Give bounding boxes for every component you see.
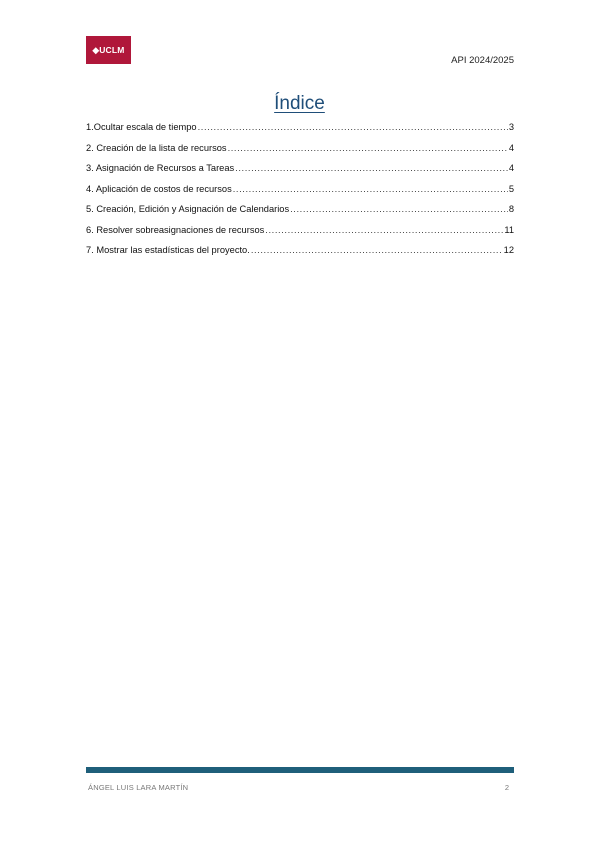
footer-author: ÁNGEL LUIS LARA MARTÍN: [88, 783, 189, 792]
toc-entry-page: 12: [503, 245, 514, 255]
toc-entry-page: 5: [508, 183, 514, 194]
toc-leader-dots: [228, 141, 508, 155]
toc-entry[interactable]: [86, 161, 514, 182]
toc-entry-page: 3: [508, 122, 514, 132]
toc-entry-text: 7. Mostrar las estadísticas del proyecto.: [86, 245, 250, 255]
toc-leader-dots: [233, 182, 508, 196]
footer-divider-bar: [86, 767, 514, 773]
toc-leader-dots: [251, 243, 503, 257]
uclm-logo: [86, 36, 131, 64]
toc-entry-page: 4: [508, 163, 514, 173]
footer-page-number: 2: [504, 783, 509, 792]
toc-entry-text: 4. Aplicación de costos de recursos: [86, 183, 232, 194]
logo-text: ◆UCLM: [92, 44, 125, 55]
toc-entry[interactable]: [86, 141, 514, 162]
toc-entry-text: 1.Ocultar escala de tiempo: [86, 122, 197, 132]
toc-leader-dots: [235, 161, 508, 175]
toc-entry[interactable]: [86, 182, 514, 203]
toc-entry-text: 5. Creación, Edición y Asignación de Calendarios: [86, 204, 290, 214]
toc-entry[interactable]: [86, 202, 514, 223]
table-of-contents: [86, 120, 514, 264]
toc-entry-page: 4: [508, 142, 514, 153]
toc-entry[interactable]: [86, 243, 514, 264]
toc-leader-dots: [198, 120, 508, 134]
toc-entry-text: 3. Asignación de Recursos a Tareas: [86, 163, 235, 173]
toc-entry-text: 6. Resolver sobreasignaciones de recursos: [86, 224, 265, 235]
toc-entry-page: 11: [504, 224, 514, 235]
toc-leader-dots: [265, 223, 503, 237]
toc-leader-dots: [290, 202, 508, 216]
page-title: Índice: [274, 93, 325, 114]
toc-entry-page: 8: [508, 204, 514, 214]
toc-entry-text: 2. Creación de la lista de recursos: [86, 142, 227, 153]
toc-entry[interactable]: [86, 223, 514, 244]
course-label: API 2024/2025: [451, 55, 514, 66]
toc-entry[interactable]: [86, 120, 514, 141]
